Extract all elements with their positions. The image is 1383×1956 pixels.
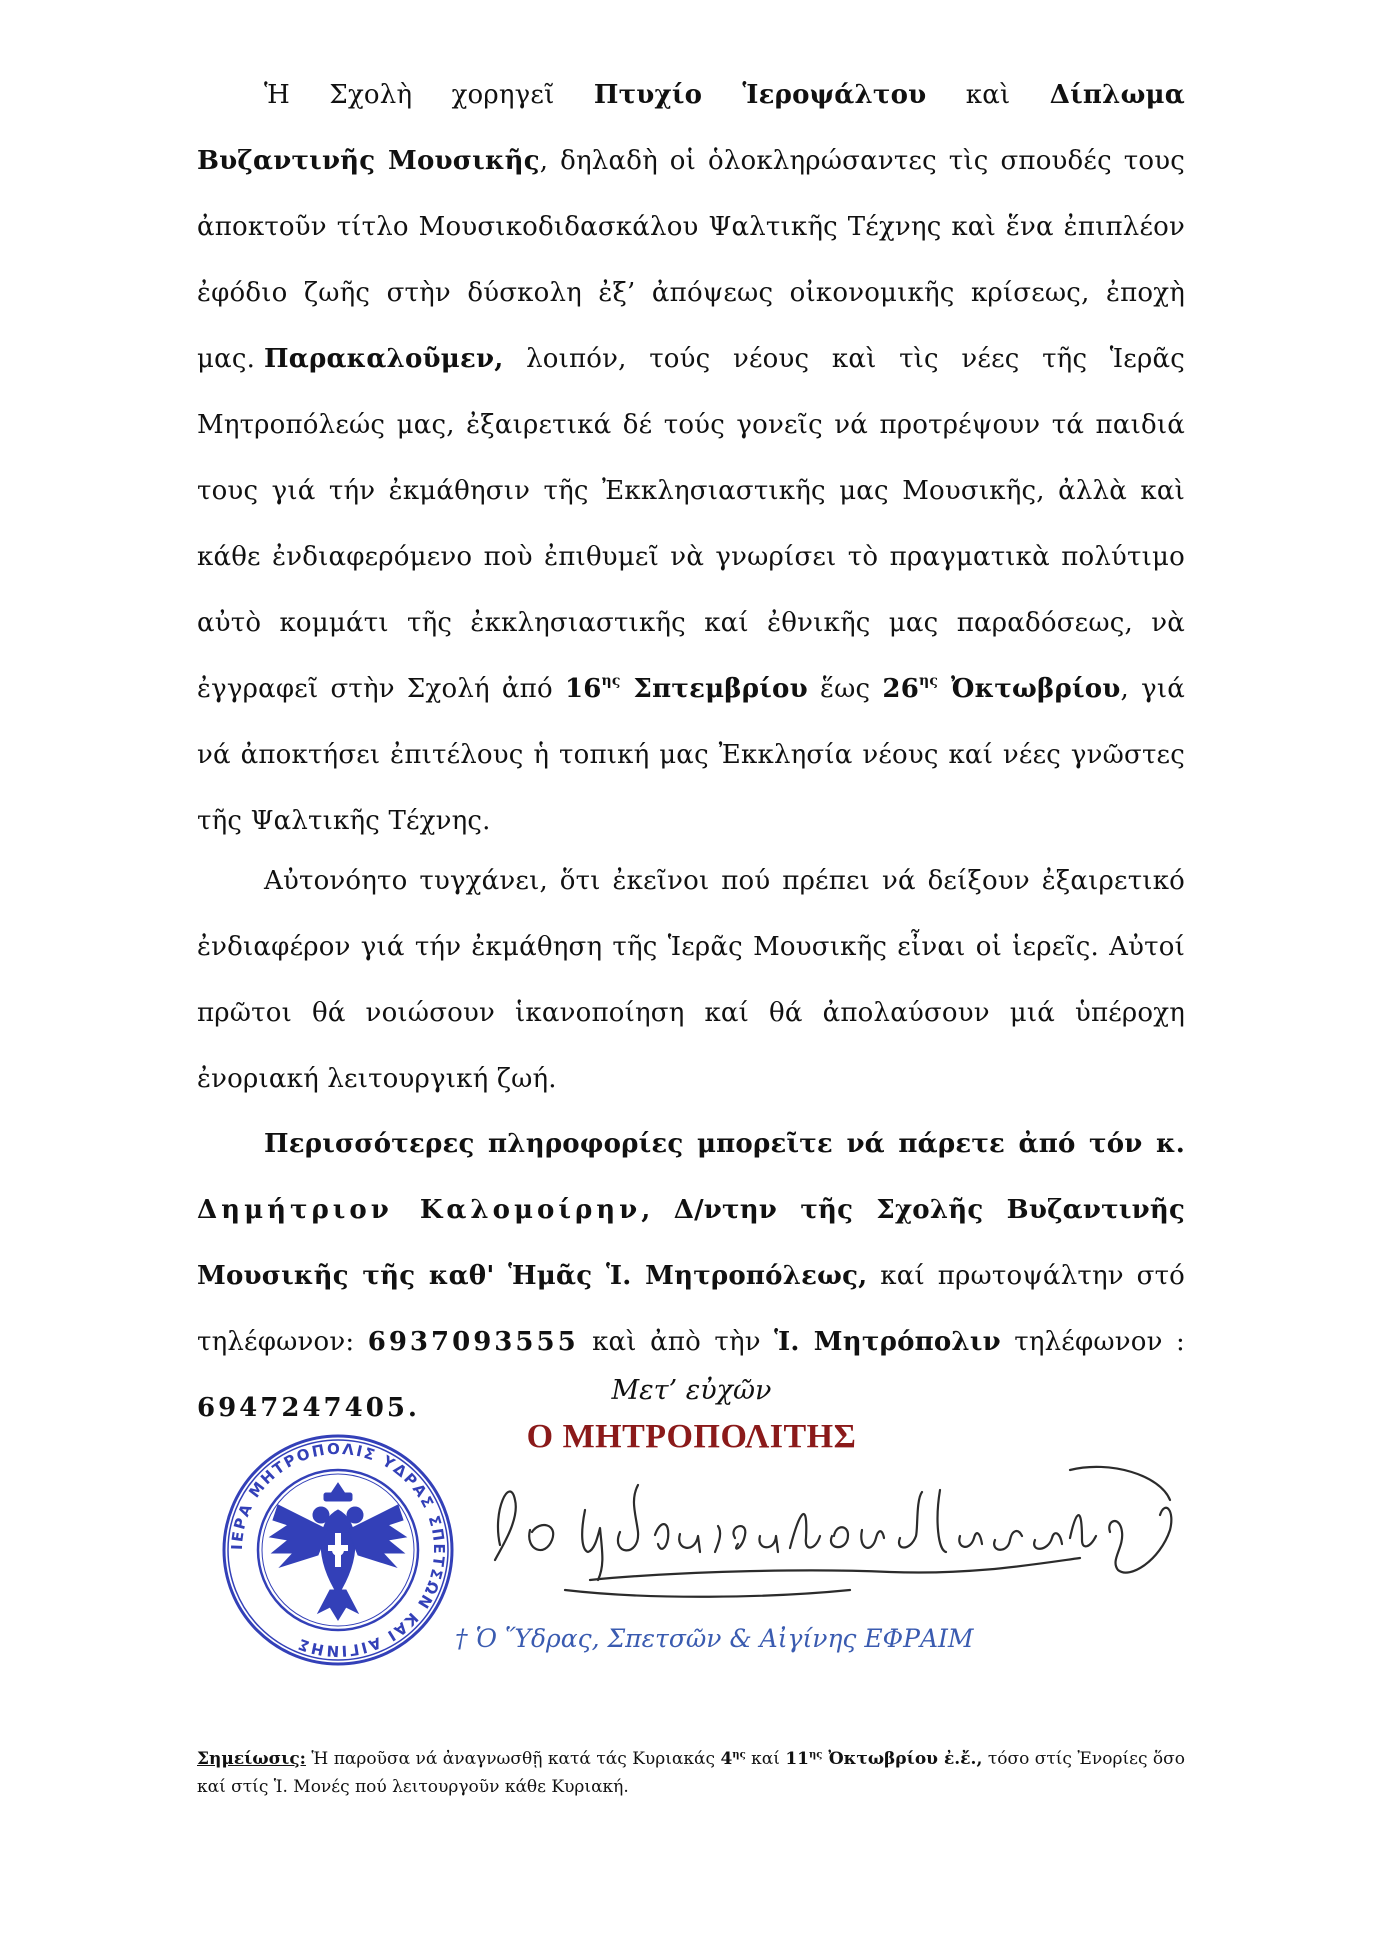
text: , γιά νά ἀποκτήσει ἐπιτέλους ἡ τοπική μας Ἐκκλησία νέους καί νέες γνῶστες τῆς Ψαλτικῆς Τέχνης. [197,674,1186,836]
contact-name: Δημήτριον Καλομοίρην [197,1195,642,1225]
text: καὶ [926,80,1050,110]
end-month: Ὀκτωβρίου [938,674,1121,704]
month: Ὀκτωβρίου ἐ.ἔ., [822,1749,983,1769]
end-ordinal: ης [919,673,939,690]
text: ἕως [807,674,883,704]
text: λοιπόν, τούς νέους καὶ τὶς νέες τῆς Ἱερᾶς Μητροπόλεώς μας, ἐξαιρετικά δέ τούς γονεῖς νά προτρέψουν τά παιδιά τους γιά τήν ἐκμάθησιν τῆς Ἐκκλησιαστικῆς μας Μουσικῆς, ἀλλὰ καὶ κάθε ἐνδιαφερόμενο ποὺ ἐπιθυμεῖ νὰ γνωρίσει τὸ πραγματικὰ πολύτιμο αὐτὸ κομμάτι τῆς ἐκκλησιαστικῆς καί ἐθνικῆς μας παραδόσεως, νὰ ἐγγραφεῖ στὴν Σχολή ἀπό [197,344,1185,704]
text: τηλέφωνον : [1000,1327,1185,1357]
phone-number-1: 6937093555 [367,1327,579,1357]
paragraph-priests [197,848,1185,1112]
signature-printed-name: † Ὁ Ὕδρας, Σπετσῶν & Αἰγίνης ΕΦΡΑΙΜ [455,1624,974,1653]
footnote [197,1745,1185,1801]
ordinal: ης [732,1749,746,1761]
seal-text: ΙΕΡΑ ΜΗΤΡΟΠΟΛΙΣ ΥΔΡΑΣ ΣΠΕΤΣΩΝ ΚΑΙ ΑΙΓΙΝΗΣ [227,1439,449,1661]
bold-degree: Πτυχίο Ἱεροψάλτου [593,80,927,110]
bold-request: Παρακαλοῦμεν, [264,344,504,374]
start-date [565,674,808,704]
start-month: Σπτεμβρίου [620,674,808,704]
metropolis-seal-icon [218,1425,458,1675]
start-day: 16 [564,674,602,704]
footnote-date-1 [720,1749,745,1769]
day: 4 [720,1749,733,1769]
text: Ἡ Σχολὴ χορηγεῖ [264,80,594,110]
phone-number-2: 6947247405. [197,1393,420,1423]
text: , δηλαδὴ οἱ ὁλοκληρώσαντες τὶς σπουδές τους ἀποκτοῦν τίτλο Μουσικοδιδασκάλου Ψαλτικῆς Τέχνης καὶ ἕνα ἐπιπλέον ἐφόδιο ζωῆς στὴν δύσκολη ἐξ’ ἀπόψεως οἰκονομικῆς κρίσεως, ἐποχὴ μας. [197,146,1185,374]
paragraph-invitation [197,326,1185,854]
bold-info: Περισσότερες πληροφορίες μπορεῖτε νά πάρετε ἀπό τόν κ. [264,1129,1185,1159]
bold-metropolis: Ἱ. Μητρόπολιν [774,1327,1001,1357]
text: Ἡ παροῦσα νά ἀναγνωσθῇ κατά τάς Κυριακάς [305,1749,721,1769]
end-date [882,674,1120,704]
text: τόσο στίς Ἐνορίες ὅσο καί στίς Ἱ. Μονές πού λειτουργοῦν κάθε Κυριακή. [197,1749,1185,1797]
text: καί πρωτοψάλτην στό τηλέφωνον: [197,1261,1186,1357]
closing-blessing: Μετ’ εὐχῶν [611,1375,772,1406]
footnote-label: Σημείωσις: [197,1749,306,1769]
text: καὶ ἀπὸ τὴν [578,1327,775,1357]
contact-role: , Δ/ντην τῆς Σχολῆς Βυζαντινῆς Μουσικῆς τῆς καθ' Ἡμᾶς Ἱ. Μητροπόλεως, [197,1195,1185,1291]
text: καί [745,1749,786,1769]
text: Αὐτονόητο τυγχάνει, ὅτι ἐκεῖνοι πού πρέπει νά δείξουν ἐξαιρετικό ἐνδιαφέρον γιά τήν ἐκμάθηση τῆς Ἱερᾶς Μουσικῆς εἶναι οἱ ἱερεῖς. Αὐτοί πρῶτοι θά νοιώσουν ἱκανοποίηση καί θά ἀπολαύσουν μιά ὑπέροχη ἐνοριακή λειτουργική ζωή. [197,866,1185,1094]
day: 11 [785,1749,810,1769]
end-day: 26 [882,674,920,704]
metropolitan-title: Ο ΜΗΤΡΟΠΟΛΙΤΗΣ [526,1418,857,1455]
footnote-date-2 [785,1749,982,1769]
bold-diploma: Δίπλωμα Βυζαντινῆς Μουσικῆς [197,80,1185,176]
start-ordinal: ης [601,673,621,690]
ordinal: ης [809,1749,823,1761]
